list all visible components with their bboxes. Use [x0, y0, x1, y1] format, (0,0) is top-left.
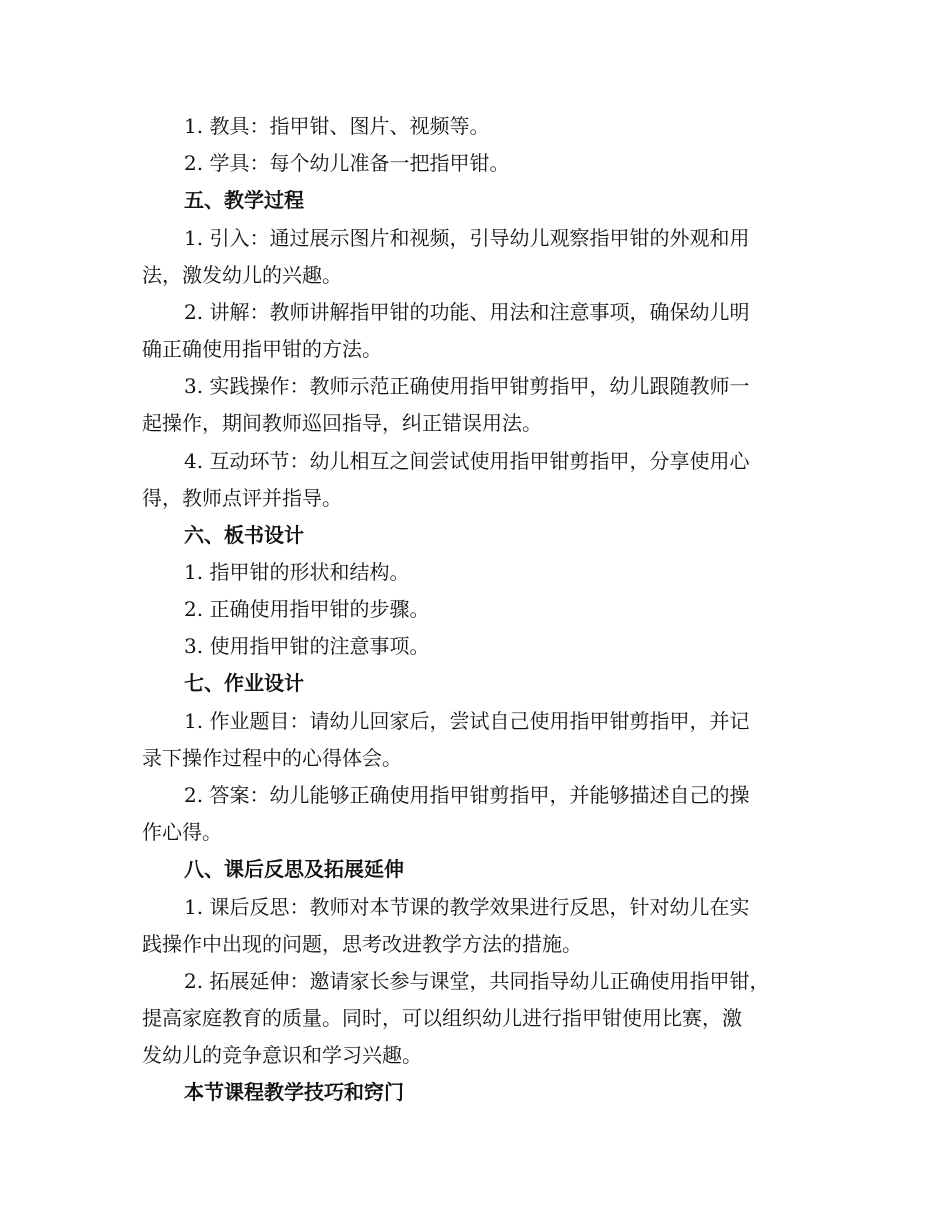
list-item-teaching-aids: 1. 教具：指甲钳、图片、视频等。	[184, 114, 490, 138]
paragraph-line: 作心得。	[142, 820, 222, 844]
paragraph-line: 起操作，期间教师巡回指导，纠正错误用法。	[142, 411, 542, 435]
paragraph-line: 3. 实践操作：教师示范正确使用指甲钳剪指甲，幼儿跟随教师一	[184, 374, 750, 398]
list-item: 2. 正确使用指甲钳的步骤。	[184, 597, 430, 621]
paragraph-line: 提高家庭教育的质量。同时，可以组织幼儿进行指甲钳使用比赛，激	[142, 1006, 742, 1030]
section-heading-reflection: 八、课后反思及拓展延伸	[184, 857, 404, 881]
paragraph-line: 1. 作业题目：请幼儿回家后，尝试自己使用指甲钳剪指甲，并记	[184, 709, 750, 733]
paragraph-line: 得，教师点评并指导。	[142, 486, 342, 510]
paragraph-line: 录下操作过程中的心得体会。	[142, 746, 402, 770]
paragraph-line: 2. 拓展延伸：邀请家长参与课堂，共同指导幼儿正确使用指甲钳，	[184, 969, 770, 993]
section-heading-homework: 七、作业设计	[184, 671, 304, 695]
paragraph-line: 4. 互动环节：幼儿相互之间尝试使用指甲钳剪指甲，分享使用心	[184, 449, 750, 473]
list-item: 1. 指甲钳的形状和结构。	[184, 560, 410, 584]
section-heading-board-design: 六、板书设计	[184, 523, 304, 547]
paragraph-line: 法，激发幼儿的兴趣。	[142, 263, 342, 287]
paragraph-line: 1. 引入：通过展示图片和视频，引导幼儿观察指甲钳的外观和用	[184, 226, 750, 250]
list-item: 3. 使用指甲钳的注意事项。	[184, 634, 430, 658]
paragraph-line: 2. 答案：幼儿能够正确使用指甲钳剪指甲，并能够描述自己的操	[184, 783, 750, 807]
section-heading-tips: 本节课程教学技巧和窍门	[184, 1080, 404, 1104]
paragraph-line: 1. 课后反思：教师对本节课的教学效果进行反思，针对幼儿在实	[184, 895, 750, 919]
paragraph-line: 践操作中出现的问题，思考改进教学方法的措施。	[142, 932, 582, 956]
section-heading-teaching-process: 五、教学过程	[184, 188, 304, 212]
paragraph-line: 2. 讲解：教师讲解指甲钳的功能、用法和注意事项，确保幼儿明	[184, 300, 750, 324]
paragraph-line: 发幼儿的竞争意识和学习兴趣。	[142, 1043, 422, 1067]
paragraph-line: 确正确使用指甲钳的方法。	[142, 337, 382, 361]
list-item-learning-aids: 2. 学具：每个幼儿准备一把指甲钳。	[184, 151, 510, 175]
